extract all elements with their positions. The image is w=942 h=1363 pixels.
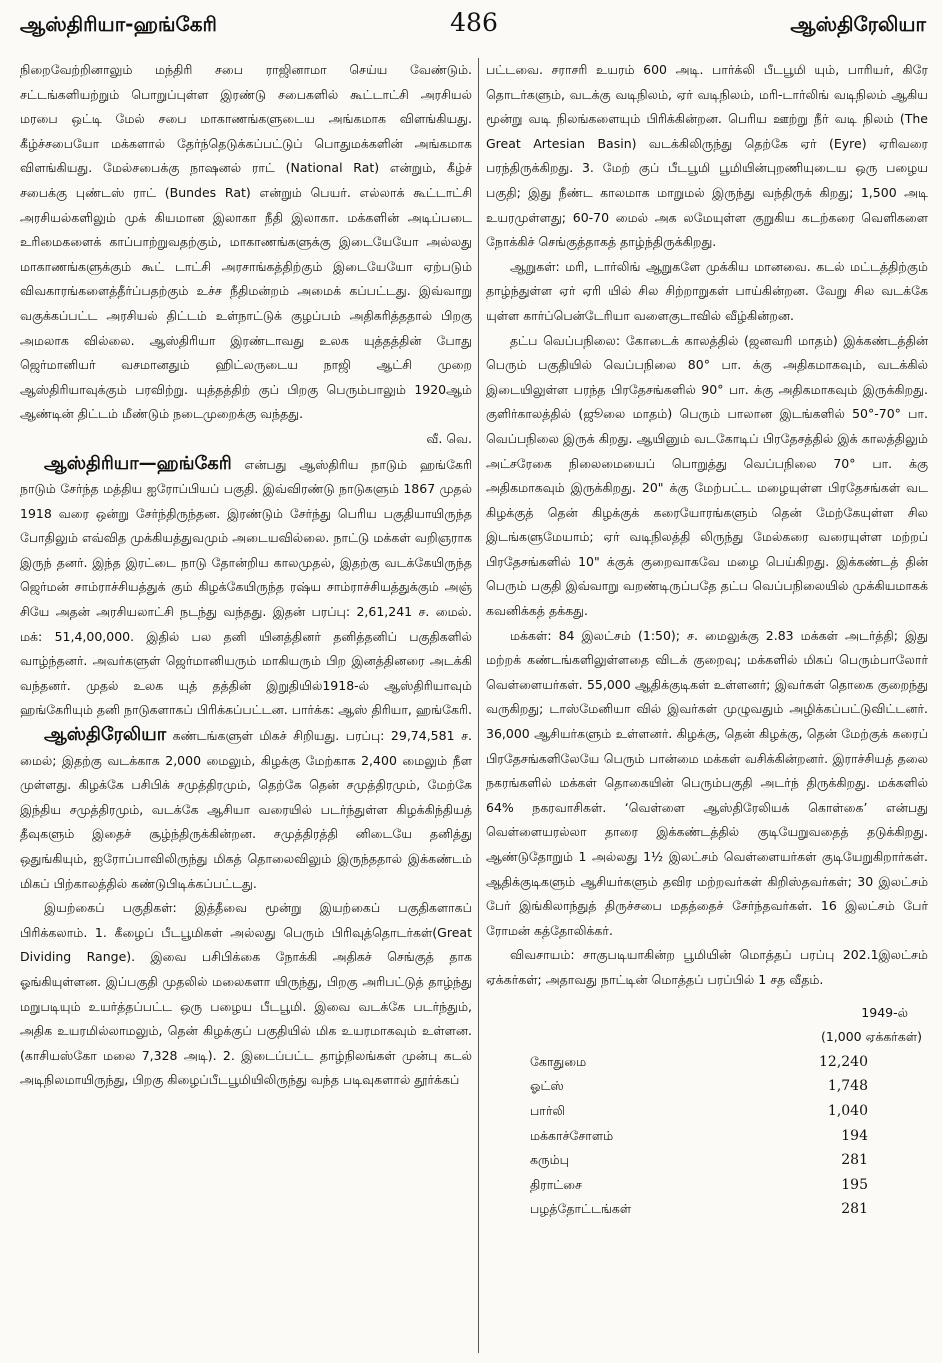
- crop-area-value: 1,040: [827, 1102, 868, 1119]
- table-row: [530, 1099, 870, 1124]
- running-head-right: ஆஸ்திரேலியா: [790, 12, 926, 36]
- crop-area-value: 194: [841, 1127, 868, 1144]
- crop-name: பழத்தோட்டங்கள்: [530, 1201, 632, 1217]
- crop-area-value: 195: [841, 1176, 868, 1193]
- crop-area-value: 281: [841, 1152, 868, 1169]
- entry-austria-hungary: [20, 452, 472, 724]
- paragraph-constitution: நிறைவேற்றினாலும் மந்திரி சபை ராஜினாமா செய்ய வேண்டும். சட்டங்களியற்றும் பொறுப்புள்ள இரண்டு சபைகளில் கூட்டாட்சி அரசியல் மரபை ஒட்டி மேல் சபை மாகாணங்களுடைய அங்கமாக விளங்கியது. கீழ்ச்சபையோ மக்களால் தேர்ந்தெடுக்கப்பட்டுப் பொதுமக்களின் அங்கமாக விளங்கியது. மேல்சபைக்கு நாஷனல் ராட் (National Rat) என்றும், கீழ்ச் சபைக்கு புண்டஸ் ராட் (Bundes Rat) என்றும் பெயர். எல்லாக் கூட்டாட்சி அரசியல்களிலும் முக் கியமான இலாகா நீதி இலாகா. மக்களின் அடிப்படை உரிமைகளைக் காப்பாற்றுவதற்கும், மாகாணங்களுக்கு இடையேயோ அல்லது மாகாணங்களுக்கும் கூட் டாட்சி அரசாங்கத்திற்கும் இடையேயோ ஏற்படும் விவகாரங்களைத்தீர்ப்பதற்கும் உச்ச நீதிமன்றம் அமைக் கப்பட்டது. இவ்வாறு வகுக்கப்பட்ட அரசியல் திட்டம் உள்நாட்டுக் குழப்பம் அதிகரித்ததால் பிறகு அமலாக வில்லை. ஆஸ்திரியா இரண்டாவது உலக யுத்தத்தின் போது ஜெர்மானியர் வசமானதும் ஹிட்லருடைய நாஜி ஆட்சி முறை ஆஸ்திரியாவுக்கும் பரவிற்று. யுத்தத்திற் குப் பிறகு பெரும்பாலும் 1920ஆம் ஆண்டின் திட்டம் மீண்டும் நடைமுறைக்கு வந்தது.: [20, 62, 472, 422]
- table-row: [530, 1074, 870, 1099]
- right-column: [486, 58, 928, 1353]
- crop-name: கோதுமை: [530, 1053, 587, 1069]
- crop-area-table: [530, 1050, 870, 1222]
- entry-heading-australia: ஆஸ்திரேலியா: [44, 724, 167, 746]
- paragraph-climate: தட்ப வெப்பநிலை: கோடைக் காலத்தில் (ஜனவரி மாதம்) இக்கண்டத்தின் பெரும் பகுதியில் வெப்பநிலை 80° பா. க்கு அதிகமாகவும், வடக்கில் இடையிலுள்ள பரந்த பிரதேசங்களில் 90° பா. க்கு அதிகமாகவும் இருக்கிறது. குளிர்காலத்தில் (ஜூலை மாதம்) பெரும் பாலான இடங்களில் 50°-70° பா. வெப்பநிலை இருக் கிறது. ஆயினும் வடகோடிப் பிரதேசத்தில் இக் காலத்திலும் அட்சரேகை நிலைமையைப் பொறுத்து வெப்பநிலை 70° பா. க்கு அதிகமாகவும் இருக்கிறது. 20" க்கு மேற்பட்ட மழையுள்ள பிரதேசங்கள் வட கிழக்குத் தென் கிழக்குக் கரையோரங்களும் தென் மேற்கேயுள்ள சில இடங்களுமேயாம்; ஏர் வடிநிலத்தி லிருந்து மேல்கரை வரையுள்ள மற்றப் பிரதேசங்களில் 10" க்குக் குறைவாகவே மழை பெய்கிறது. இக்கண்டத் தின் பெரும் பகுதி இவ்வாறு வறண்டிருப்பதே தட்ப வெப்பநிலையில் முக்கியமாகக் கவனிக்கத் தக்கது.: [486, 332, 928, 619]
- crop-area-value: 281: [841, 1201, 868, 1218]
- crop-table-unit: (1,000 ஏக்கர்கள்): [820, 1029, 922, 1045]
- crop-area-value: 12,240: [819, 1053, 868, 1070]
- entry-body-australia: கண்டங்களுள் மிகச் சிறியது. பரப்பு: 29,74,581 ச. மைல்; இதற்கு வடக்காக 2,000 மைலும், கிழக்கு மேற்காக 2,400 மைலும் நீள முள்ளது. கிழக்கே பசிபிக் சமுத்திரமும், தெற்கே தென் சமுத்திரமும், மேற்கே இந்திய சமுத்திரமும், வடக்கே ஆசியா வரையில் படர்ந்துள்ள கிழக்கிந்தியத் தீவுகளும் இதைச் சூழ்ந்திருக்கின்றன. சமுத்திரத்தி னிடையே தனித்து ஒதுங்கியும், ஐரோப்பாவிலிருந்து மிகத் தொலைவிலும் இருந்ததால் இக்கண்டம் மிகப் பிற்காலத்தில் கண்டுபிடிக்கப்பட்டது.: [20, 728, 472, 891]
- article-columns: [20, 58, 928, 1353]
- crop-name: திராட்சை: [530, 1176, 582, 1192]
- crop-name: கரும்பு: [530, 1152, 569, 1168]
- table-row: [530, 1197, 870, 1222]
- crop-name: பார்லி: [530, 1102, 566, 1118]
- table-row: [530, 1173, 870, 1198]
- paragraph-natural-regions: இயற்கைப் பகுதிகள்: இத்தீவை மூன்று இயற்கைப் பகுதிகளாகப் பிரிக்கலாம். 1. கீழைப் பீடபூமிகள் அல்லது பெரும் பிரிவுத்தொடர்கள்(Great Dividing Range). இவை பசிபிக்கை நோக்கி அதிகச் செங்குத் தாக ஓங்கியுள்ளன. இப்பகுதி முதலில் மலைகளா யிருந்து, பிறகு அரிபட்டுத் தாழ்ந்து மறுபடியும் உயர்த்தப்பட்ட ஒரு பழைய பீடபூமி. இவை வடக்கே படர்ந்தும், அதிக உயரமில்லாமலும், தென் கிழக்குப் பகுதியில் மிக உயரமாகவும் உள்ளன. (காசியஸ்கோ மலை 7,328 அடி). 2. இடைப்பட்ட தாழ்நிலங்கள் முன்பு கடல் அடிநிலமாயிருந்து, பிறகு கிழைப்பீடபூமியிலிருந்து வந்த படிவுகளால் தூர்க்கப்: [20, 900, 472, 1088]
- crop-area-value: 1,748: [827, 1078, 868, 1095]
- crop-table-year: 1949-ல்: [861, 1004, 908, 1020]
- entry-body-austria-hungary: என்பது ஆஸ்திரிய நாடும் ஹங்கேரி நாடும் சேர்ந்த மத்திய ஐரோப்பியப் பகுதி. இவ்விரண்டு நாடுகளும் 1867 முதல் 1918 வரை ஒன்று சேர்ந்திருந்தன. இரண்டும் சேர்ந்து பெரிய பகுதியாயிருந்த போதிலும் எவ்வித முக்கியத்துவமும் அடையவில்லை. நாட்டு மக்கள் வறிஞராக இருந் தனர். இந்த இரட்டை நாடு தோன்றிய காலமுதல், இதற்கு வடக்கேயிருந்த ஜெர்மன் சாம்ராச்சியத்துக் கும் கிழக்கேயிருந்த ரஷ்ய சாம்ராச்சியத்துக்கும் அஞ் சியே அதன் அரசியலாட்சி நடந்து வந்தது. இதன் பரப்பு: 2,61,241 ச. மைல். மக்: 51,4,00,000. இதில் பல தனி யினத்தினர் தனித்தனிப் பகுதிகளில் வாழ்ந்தனர். அவர்களுள் ஜெர்மானியரும் மாகியரும் பிற இனத்தினரை அடக்கி வந்தனர். முதல் உலக யுத் தத்தின் இறுதியில்1918-ல் ஆஸ்திரியாவும் ஹங்கேரியும் தனி நாடுகளாகப் பிரிக்கப்பட்டன. பார்க்க: ஆஸ் திரியா, ஹங்கேரி.: [20, 456, 472, 718]
- author-initials: வீ. வெ.: [426, 430, 472, 446]
- column-divider: [478, 58, 479, 1353]
- paragraph-people: மக்கள்: 84 இலட்சம் (1:50); ச. மைலுக்கு 2.83 மக்கள் அடர்த்தி; இது மற்றக் கண்டங்களிலுள்ளதை விடக் குறைவு; மக்களில் மிகப் பெரும்பாலோர் வெள்ளையர்கள். 55,000 ஆதிக்குடிகள் உள்ளனர்; இவர்கள் தொகை குறைந்து வருகிறது; டாஸ்மேனியா வில் இவர்கள் முழுவதும் அழிக்கப்பட்டுவிட்டனர். 36,000 ஆசியர்களும் உள்ளனர். கிழக்கு, தென் கிழக்கு, தென் மேற்குக் கரைப் பிரதேசங்களிலேயே பெரும் பான்மை மக்கள் வசிக்கின்றனர். இராச்சியத் தலை நகரங்களில் மக்கள் தொகையின் பெரும்பகுதி அடர்ந் திருக்கிறது. மக்களில் 64% நகரவாசிகள். ‘வெள்ளை ஆஸ்திரேலியக் கொள்கை’ என்பது வெள்ளையரல்லா தாரை இக்கண்டத்தில் குடியேறுவதைத் தடுக்கிறது. ஆண்டுதோறும் 1 அல்லது 1½ இலட்சம் வெள்ளையர்கள் குடியேறுகிறார்கள். ஆதிக்குடிகளும் ஆசியர்களும் தவிர மற்றவர்கள் கிறிஸ்தவர்கள்; 30 இலட்சம் பேர் இங்கிலாந்துத் திருச்சபை மதத்தைச் சேர்ந்தவர்கள். 16 இலட்சம் பேர் ரோமன் கத்தோலிக்கர்.: [486, 627, 928, 938]
- entry-australia: [20, 723, 472, 896]
- crop-name: மக்காச்சோளம்: [530, 1127, 614, 1143]
- crop-name: ஓட்ஸ்: [530, 1078, 564, 1094]
- left-column: [20, 58, 472, 1353]
- table-row: [530, 1050, 870, 1075]
- table-row: [530, 1148, 870, 1173]
- paragraph-rivers: ஆறுகள்: மரி, டார்லிங் ஆறுகளே முக்கிய மானவை. கடல் மட்டத்திற்கும் தாழ்ந்துள்ள ஏர் ஏரி யில் சில சிற்றாறுகள் பாய்கின்றன. வேறு சில வடக்கே யுள்ள கார்ப்பென்டேரியா வளைகுடாவில் வீழ்கின்றன.: [486, 258, 928, 323]
- table-row: [530, 1124, 870, 1149]
- paragraph-agriculture: விவசாயம்: சாகுபடியாகின்ற பூமியின் மொத்தப் பரப்பு 202.1இலட்சம் ஏக்கர்கள்; அதாவது நாட்டின் மொத்தப் பரப்பில் 1 சத வீதம்.: [486, 947, 928, 987]
- page-number: 486: [450, 8, 498, 37]
- running-head-left: ஆஸ்திரியா-ஹங்கேரி: [20, 12, 217, 36]
- entry-heading-austria-hungary: ஆஸ்திரியா—ஹங்கேரி: [44, 452, 232, 474]
- page-header: [20, 8, 928, 48]
- paragraph-lowlands: பட்டவை. சராசரி உயரம் 600 அடி. பார்க்லி பீடபூமி யும், பாரியர், கிரே தொடர்களும், வடக்கு வடிநிலம், ஏர் வடிநிலம், மரி-டார்லிங் வடிநிலம் ஆகிய மூன்று வடி நிலங்களையும் பிரிக்கின்றன. பெரிய ஊற்று நீர் வடி நிலம் (The Great Artesian Basin) வடக்கிலிருந்து தெற்கே ஏர் (Eyre) ஏரிவரை பரந்திருக்கிறது. 3. மேற் குப் பீடபூமி பூமியின்புறணியுடைய ஒரு பழைய பகுதி; இது நீண்ட காலமாக மாறுமல் இருந்து வந்திருக் கிறது; 1,500 அடி உயரமுள்ளது; 60-70 மைல் அக லமேயுள்ள குறுகிய கடற்கரை வெளிகளை நோக்கிச் செங்குத்தாகத் தாழ்ந்திருக்கிறது.: [486, 62, 928, 250]
